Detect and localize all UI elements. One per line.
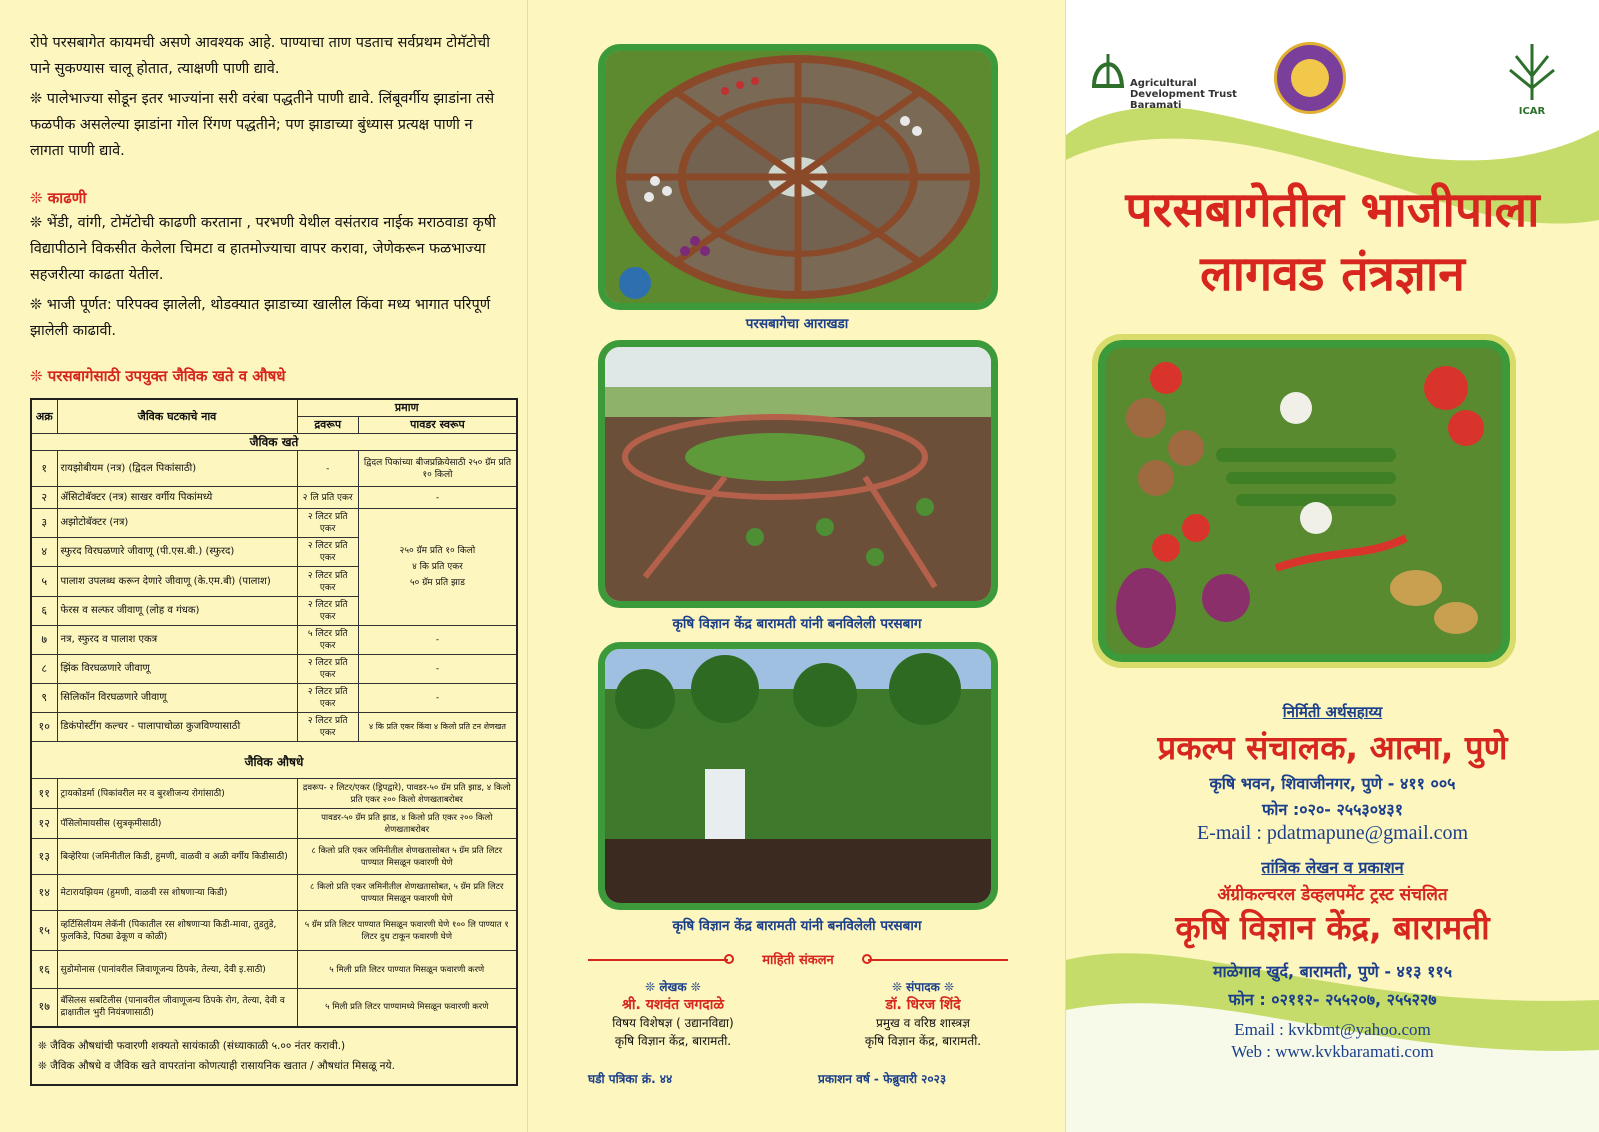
- table-row: ९ सिलिकॉन विरघळणारे जीवाणू २ लिटर प्रति एकर -: [31, 684, 517, 713]
- table-row: ६ फेरस व सल्फर जीवाणू (लोह व गंधक) २ लिटर प्रति एकर: [31, 597, 517, 626]
- kvk-name: कृषि विज्ञान केंद्र, बारामती: [1175, 908, 1490, 947]
- adt-emblem-icon: [1090, 50, 1126, 90]
- note-2: ❊ जैविक औषधे व जैविक खते वापरतांना कोणत्याही रासायनिक खतात / औषधांत मिसळू नये.: [38, 1059, 395, 1072]
- adt-logo: [1090, 50, 1240, 120]
- caption-kvk-2: कृषि विज्ञान केंद्र बारामती यांनी बनविलेली परसबाग: [672, 918, 922, 934]
- wheat-icon: [1502, 36, 1562, 102]
- intro-para-1: रोपे परसबागेत कायमची असणे आवश्यक आहे. पाण्याचा ताण पडताच सर्वप्रथम टोमॅटोची पाने सुकण्यास चालू होतात, त्याक्षणी पाणी द्यावे.: [30, 35, 491, 77]
- kvk-garden-drawing-1: [605, 347, 991, 601]
- th-no: अक्र: [31, 399, 57, 434]
- th-name: जैविक घटकाचे नाव: [57, 399, 297, 434]
- th-qty: प्रमाण: [297, 399, 517, 417]
- compiled-divider: [588, 950, 1008, 970]
- intro-para-2: ❊ पालेभाज्या सोडून इतर भाज्यांना सरी वरंबा पद्धतीने पाणी द्यावे. लिंबूवर्गीय झाडांना तसे फळपीक असलेल्या झाडांना गोल रिंगण पद्धतीने; पण झाडाच्या बुंध्यास प्रत्यक्ष पाणी न लागता पाणी द्यावे.: [30, 91, 495, 159]
- table-row: १२ पॅसिलोमायसीस (सुत्रकृमीसाठी) पावडर-५० ग्रॅम प्रति झाड, ४ किलो प्रति एकर २०० किलो शेणखताबरोबर: [31, 809, 517, 839]
- table-row: १० डिकंपोस्टींग कल्चर - पालापाचोळा कुजविण्यासाठी २ लिटर प्रति एकर ४ कि प्रति एकर किंवा ४ किलो प्रति टन शेणखत: [31, 713, 517, 742]
- table-row: ११ ट्रायकोडर्मा (पिकांवरील मर व बुरशीजन्य रोगांसाठी) द्रवरूप- २ लिटर/एकर (ड्रिपद्वारे), पावडर-५० ग्रॅम प्रति झाड, ४ किलो प्रति एकर २०० किलो शेणखताबरोबर: [31, 779, 517, 809]
- harvest-para-2: ❊ भाजी पूर्णत: परिपक्व झालेली, थोडक्यात झाडाच्या खालील किंवा मध्य भागात परिपूर्ण झालेली काढावी.: [30, 297, 491, 339]
- kvk-garden-drawing-2: [605, 649, 991, 903]
- th-liquid: द्रवरूप: [297, 417, 358, 434]
- table-row: ३ अझोटोबॅक्टर (नत्र) २ लिटर प्रति एकर २५० ग्रॅम प्रति १० किलो ४ कि प्रति एकर ५० ग्रॅम प्रति झाड: [31, 509, 517, 538]
- harvest-para-1: ❊ भेंडी, वांगी, टोमॅटोची काढणी करताना , परभणी येथील वसंतराव नाईक मराठवाडा कृषी विद्यापीठाने विकसीत केलेला चिमटा व हातमोज्याचा वापर करावा, जेणेकरून फळभाज्या सहजरीत्या काढता येतील.: [30, 215, 496, 283]
- table-notes: [30, 1028, 518, 1086]
- table-row: १५ व्हर्टिसिलीयम लेकॅनी (पिकातील रस शोषणाऱ्या किडी-मावा, तुडतुडे, फुलकिडे, पिठ्या ढेकूण व कोळी) ५ ग्रॅम प्रति लिटर पाण्यात मिसळून फवारणी घेणे १०० लि पाण्यात १ लिटर दुध टाकून फवारणी घेणे: [31, 911, 517, 951]
- caption-layout: परसबागेचा आराखडा: [745, 316, 849, 332]
- cover-title-line-1: परसबागेतील भाजीपाला: [1125, 182, 1540, 238]
- table-heading: ❊ परसबागेसाठी उपयुक्त जैविक खते व औषधे: [30, 367, 286, 385]
- compiled-label: माहिती संकलन: [762, 953, 834, 968]
- garden-layout-drawing: [605, 51, 991, 303]
- garden-layout-image: [598, 44, 998, 310]
- th-powder: पावडर स्वरूप: [358, 417, 517, 434]
- left-panel: [0, 0, 528, 1132]
- table-row: ५ पालाश उपलब्ध करून देणारे जीवाणू (के.एम.बी) (पालाश) २ लिटर प्रति एकर: [31, 567, 517, 597]
- table-row: ४ स्फुरद विरघळणारे जीवाणू (पी.एस.बी.) (स्फुरद) २ लिटर प्रति एकर: [31, 538, 517, 567]
- kvk-phone: फोन : ०२११२- २५५२०७, २५५२२७: [1228, 990, 1437, 1009]
- author-block: ❊ लेखक ❊ श्री. यशवंत जगदाळे विषय विशेषज्ञ ( उद्यानविद्या) कृषि विज्ञान केंद्र, बारामती.: [612, 980, 734, 1048]
- bio-table: [30, 398, 518, 1028]
- tech-label: तांत्रिक लेखन व प्रकाशन: [1261, 858, 1404, 877]
- table-row: १३ बिव्हेरिया (जमिनीतील किडी, हुमणी, वाळवी व अळी वर्गीय किडीसाठी) ८ किलो प्रति एकर जमिनीतील शेणखतासोबत ५ ग्रॅम प्रति लिटर पाण्यात मिसळून फवारणी घेणे: [31, 839, 517, 875]
- trust-line: ॲग्रीकल्चरल डेव्हलपमेंट ट्रस्ट संचलित: [1217, 885, 1448, 905]
- kvk-garden-photo-1: [598, 340, 998, 608]
- table-row: १७ बॅसिलस सबटिलीस (पानावरील जीवाणूजन्य ठिपके रोग, तेल्या, देवी व द्राक्षातील भुरी नियंत्रणासाठी) ५ मिली प्रति लिटर पाण्यामध्ये मिसळून फवारणी करणे: [31, 989, 517, 1027]
- funding-label: निर्मिती अर्थसहाय्य: [1282, 703, 1383, 721]
- table-row: २ ॲसिटोबॅक्टर (नत्र) साखर वर्गीय पिकांमध्ये २ लि प्रति एकर -: [31, 487, 517, 509]
- funder-email: E-mail : pdatmapune@gmail.com: [1196, 822, 1469, 844]
- merged-powder-cell: २५० ग्रॅम प्रति १० किलो ४ कि प्रति एकर ५० ग्रॅम प्रति झाड: [358, 509, 517, 626]
- table-row: १६ सुडोमोनास (पानांवरील जिवाणूजन्य ठिपके, तेल्या, देवी इ.साठी) ५ मिली प्रति लिटर पाण्यात मिसळून फवारणी करणे: [31, 951, 517, 989]
- kvk-website: Web : www.kvkbaramati.com: [1231, 1042, 1434, 1061]
- section-medicines: जैविक औषधे: [31, 742, 517, 779]
- middle-panel: [528, 0, 1066, 1132]
- kvk-address: माळेगाव खुर्द, बारामती, पुणे - ४१३ ११५: [1212, 962, 1453, 981]
- cover-title-line-2: लागवड तंत्रज्ञान: [1200, 246, 1465, 302]
- kvk-garden-photo-2: [598, 642, 998, 910]
- icar-logo: [1496, 36, 1568, 126]
- editor-block: ❊ संपादक ❊ डॉ. धिरज शिंदे प्रमुख व वरिष्ठ शास्त्रज्ञ कृषि विज्ञान केंद्र, बारामती.: [864, 980, 982, 1048]
- funder-name: प्रकल्प संचालक, आत्मा, पुणे: [1157, 728, 1508, 767]
- kvk-email: Email : kvkbmt@yahoo.com: [1234, 1020, 1431, 1039]
- table-row: १ रायझोबीयम (नत्र) (द्विदल पिकांसाठी) - द्विदल पिकांच्या बीजप्रक्रियेसाठी २५० ग्रॅम प्रति १० किलो: [31, 451, 517, 487]
- table-row: ८ झिंक विरघळणारे जीवाणू २ लिटर प्रति एकर -: [31, 655, 517, 684]
- icar-label: ICAR: [1518, 106, 1546, 117]
- cover-panel: [1066, 0, 1599, 1132]
- note-1: ❊ जैविक औषधांची फवारणी शक्यतो सायंकाळी (संध्याकाळी ५.०० नंतर करावी.): [38, 1039, 346, 1052]
- university-seal-icon: [1274, 42, 1346, 114]
- vegetables-drawing: [1106, 348, 1502, 654]
- leaflet-number: घडी पत्रिका क्रं. ४४: [588, 1072, 673, 1086]
- table-row: ७ नत्र, स्फुरद व पालाश एकत्र ५ लिटर प्रति एकर -: [31, 626, 517, 655]
- funder-phone: फोन :०२०- २५५३०४३१: [1261, 800, 1404, 819]
- table-row: १४ मेटारायझियम (हुमणी, वाळवी रस शोषणाऱ्या किडी) ८ किलो प्रति एकर जमिनीतील शेणखतासोबत, ५ ग्रॅम प्रति लिटर पाण्यात मिसळून फवारणी घेणे: [31, 875, 517, 911]
- publication-year: प्रकाशन वर्ष - फेब्रुवारी २०२३: [818, 1072, 947, 1086]
- adt-name: Agricultural Development Trust Baramati: [1130, 78, 1237, 111]
- funder-address: कृषि भवन, शिवाजीनगर, पुणे - ४११ ००५: [1209, 774, 1456, 793]
- caption-kvk-1: कृषि विज्ञान केंद्र बारामती यांनी बनविलेली परसबाग: [672, 616, 922, 632]
- harvest-heading: ❊ काढणी: [30, 189, 87, 207]
- vegetables-photo: [1098, 340, 1510, 662]
- section-fertilizers: जैविक खते: [31, 434, 517, 451]
